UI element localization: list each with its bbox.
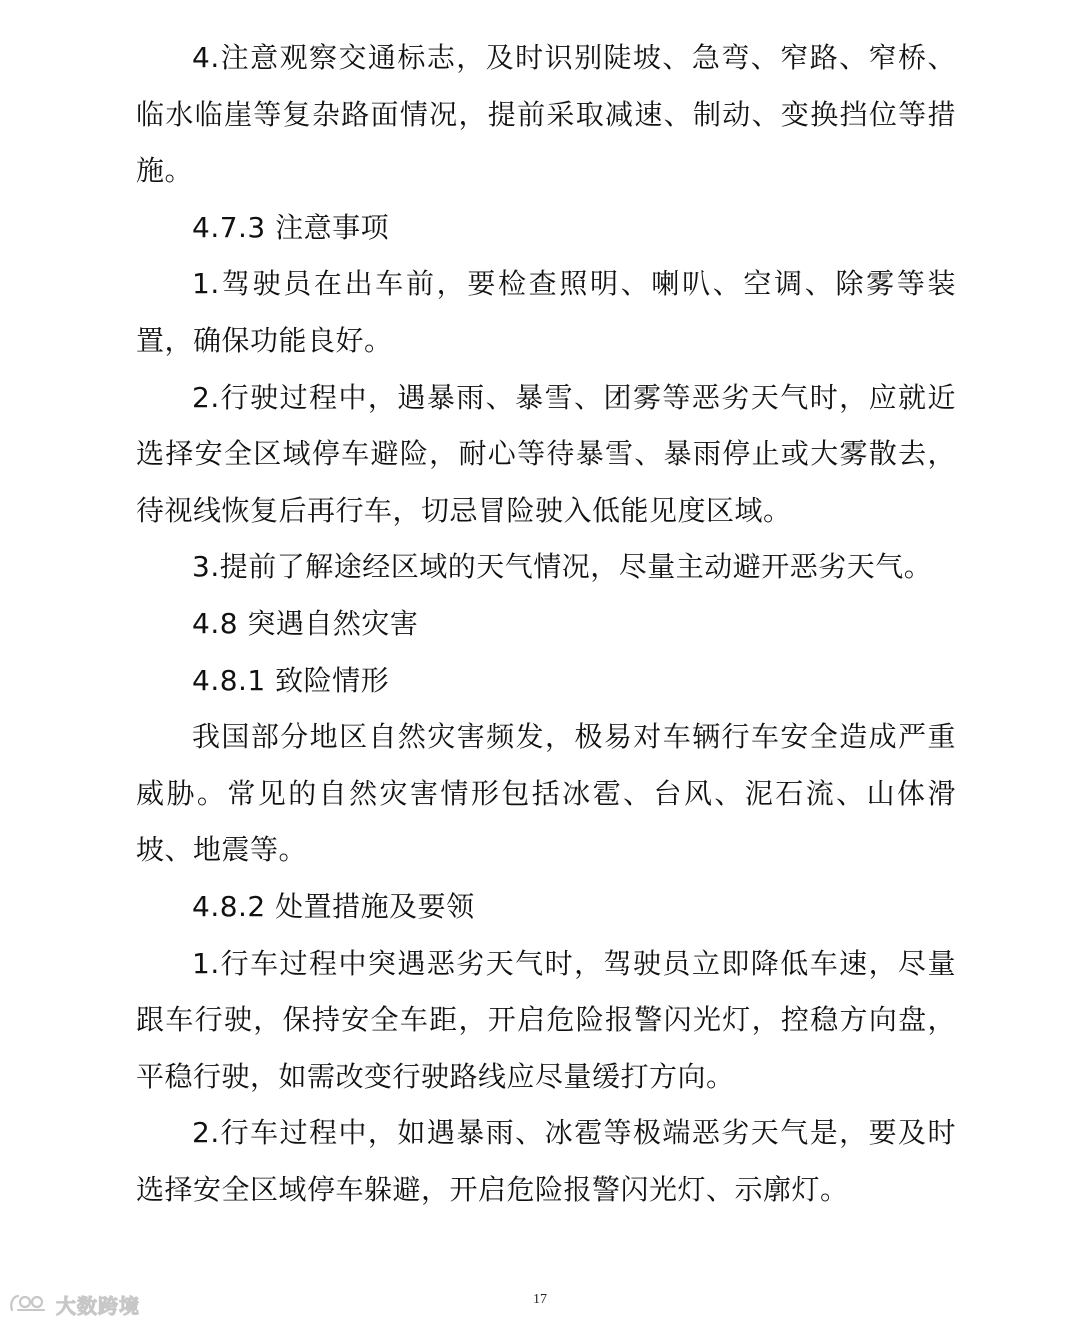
watermark (8, 1290, 140, 1319)
paragraph-precaution-2: 2.行驶过程中，遇暴雨、暴雪、团雾等恶劣天气时，应就近选择安全区域停车避险，耐心等待暴雪、暴雨停止或大雾散去，待视线恢复后再行车，切忌冒险驶入低能见度区域。 (136, 380, 956, 527)
paragraph-disaster-overview: 我国部分地区自然灾害频发，极易对车辆行车安全造成严重威胁。常见的自然灾害情形包括冰雹、台风、泥石流、山体滑坡、地震等。 (136, 720, 956, 867)
heading-4-8: 4.8 突遇自然灾害 (192, 606, 419, 640)
paragraph-precaution-1: 1.驾驶员在出车前，要检查照明、喇叭、空调、除雾等装置，确保功能良好。 (136, 267, 956, 357)
heading-4-7-3: 4.7.3 注意事项 (192, 210, 390, 244)
paragraph-driving-caution-4: 4.注意观察交通标志，及时识别陡坡、急弯、窄路、窄桥、临水临崖等复杂路面情况，提前采取减速、制动、变换挡位等措施。 (136, 41, 956, 188)
paragraph-measure-2: 2.行车过程中，如遇暴雨、冰雹等极端恶劣天气是，要及时选择安全区域停车躲避，开启危险报警闪光灯、示廓灯。 (136, 1116, 956, 1206)
paragraph-measure-1: 1.行车过程中突遇恶劣天气时，驾驶员立即降低车速，尽量跟车行驶，保持安全车距，开启危险报警闪光灯，控稳方向盘，平稳行驶，如需改变行驶路线应尽量缓打方向。 (136, 946, 956, 1093)
heading-4-8-1: 4.8.1 致险情形 (192, 663, 390, 697)
document-body (136, 30, 956, 1218)
heading-4-8-2: 4.8.2 处置措施及要领 (192, 889, 475, 923)
watermark-text: 大数跨境 (56, 1294, 140, 1318)
page-number: 17 (533, 1292, 547, 1307)
paragraph-precaution-3: 3.提前了解途经区域的天气情况，尽量主动避开恶劣天气。 (192, 550, 933, 584)
brand-logo-icon (8, 1292, 50, 1318)
